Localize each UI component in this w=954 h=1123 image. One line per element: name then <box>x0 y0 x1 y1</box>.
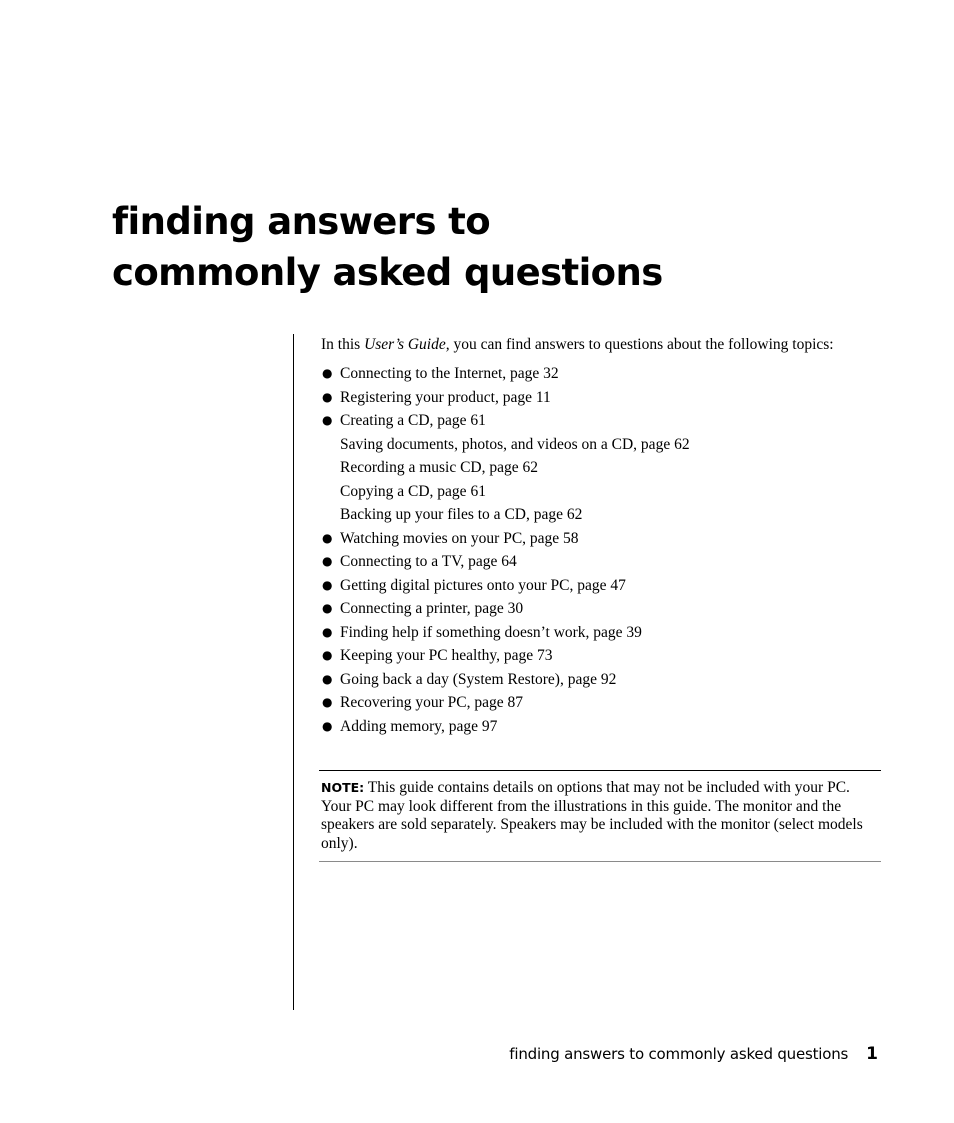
main-content <box>321 336 881 738</box>
bullet-icon: ● <box>322 718 333 733</box>
topic-subitem <box>321 503 881 527</box>
topic-item <box>321 597 881 621</box>
bullet-icon: ● <box>322 601 333 615</box>
topic-subitem <box>321 433 881 457</box>
topic-item <box>321 550 881 574</box>
topic-item <box>321 691 881 715</box>
topic-text: Connecting to a TV, page 64 <box>340 553 517 570</box>
topic-text: Watching movies on your PC, page 58 <box>340 529 579 547</box>
footer-chapter-title: finding answers to commonly asked questions <box>509 1045 849 1063</box>
topic-text: Going back a day (System Restore), page 92 <box>340 670 617 688</box>
intro-text-start: In this <box>321 336 365 353</box>
topic-list <box>321 362 881 738</box>
intro-text-end: you can find answers to questions about the following topics: <box>449 336 834 353</box>
topic-item <box>321 621 881 645</box>
page-title-line-2: commonly asked questions <box>112 251 663 294</box>
note-label: NOTE: <box>321 780 365 795</box>
topic-text: Saving documents, photos, and videos on a CD, page 62 <box>340 435 690 453</box>
topic-text: Connecting a printer, page 30 <box>340 600 524 617</box>
topic-subitem <box>321 456 881 480</box>
topic-item <box>321 362 881 386</box>
note-box <box>319 770 881 862</box>
page-title <box>112 196 663 298</box>
topic-item <box>321 715 881 739</box>
topic-text: Finding help if something doesn’t work, page 39 <box>340 623 642 641</box>
intro-guide-title: User’s Guide, <box>364 336 450 353</box>
topic-subitem <box>321 480 881 504</box>
topic-item <box>321 668 881 692</box>
topic-item <box>321 386 881 410</box>
topic-text: Connecting to the Internet, page 32 <box>340 365 559 382</box>
bullet-icon: ● <box>322 695 333 709</box>
topic-item <box>321 644 881 668</box>
topic-text: Registering your product, page 11 <box>340 388 551 406</box>
page-number: 1 <box>866 1044 878 1064</box>
topic-text: Backing up your files to a CD, page 62 <box>340 506 583 523</box>
bullet-icon: ● <box>322 648 333 662</box>
bullet-icon: ● <box>322 366 333 380</box>
page-footer <box>509 1044 878 1064</box>
vertical-rule <box>293 334 294 1010</box>
topic-text: Recording a music CD, page 62 <box>340 459 539 476</box>
topic-text: Adding memory, page 97 <box>340 717 498 735</box>
topic-text: Copying a CD, page 61 <box>340 482 486 500</box>
topic-item <box>321 574 881 598</box>
topic-item <box>321 409 881 433</box>
bullet-icon: ● <box>322 530 333 545</box>
topic-item <box>321 527 881 551</box>
note-text: This guide contains details on options that may not be included with your PC. Your PC may look different from the illustrations in this guide. The monitor and the speakers are sold separately. Speakers may be included with the monitor (select models only). <box>321 779 863 852</box>
bullet-icon: ● <box>322 389 333 404</box>
bullet-icon: ● <box>322 413 333 427</box>
topic-text: Keeping your PC healthy, page 73 <box>340 647 553 664</box>
bullet-icon: ● <box>322 554 333 568</box>
intro-paragraph <box>321 336 881 354</box>
topic-text: Creating a CD, page 61 <box>340 412 486 429</box>
topic-text: Recovering your PC, page 87 <box>340 694 523 711</box>
topic-text: Getting digital pictures onto your PC, page 47 <box>340 576 626 594</box>
bullet-icon: ● <box>322 577 333 592</box>
bullet-icon: ● <box>322 624 333 639</box>
page-title-line-1: finding answers to <box>112 200 491 243</box>
bullet-icon: ● <box>322 671 333 686</box>
